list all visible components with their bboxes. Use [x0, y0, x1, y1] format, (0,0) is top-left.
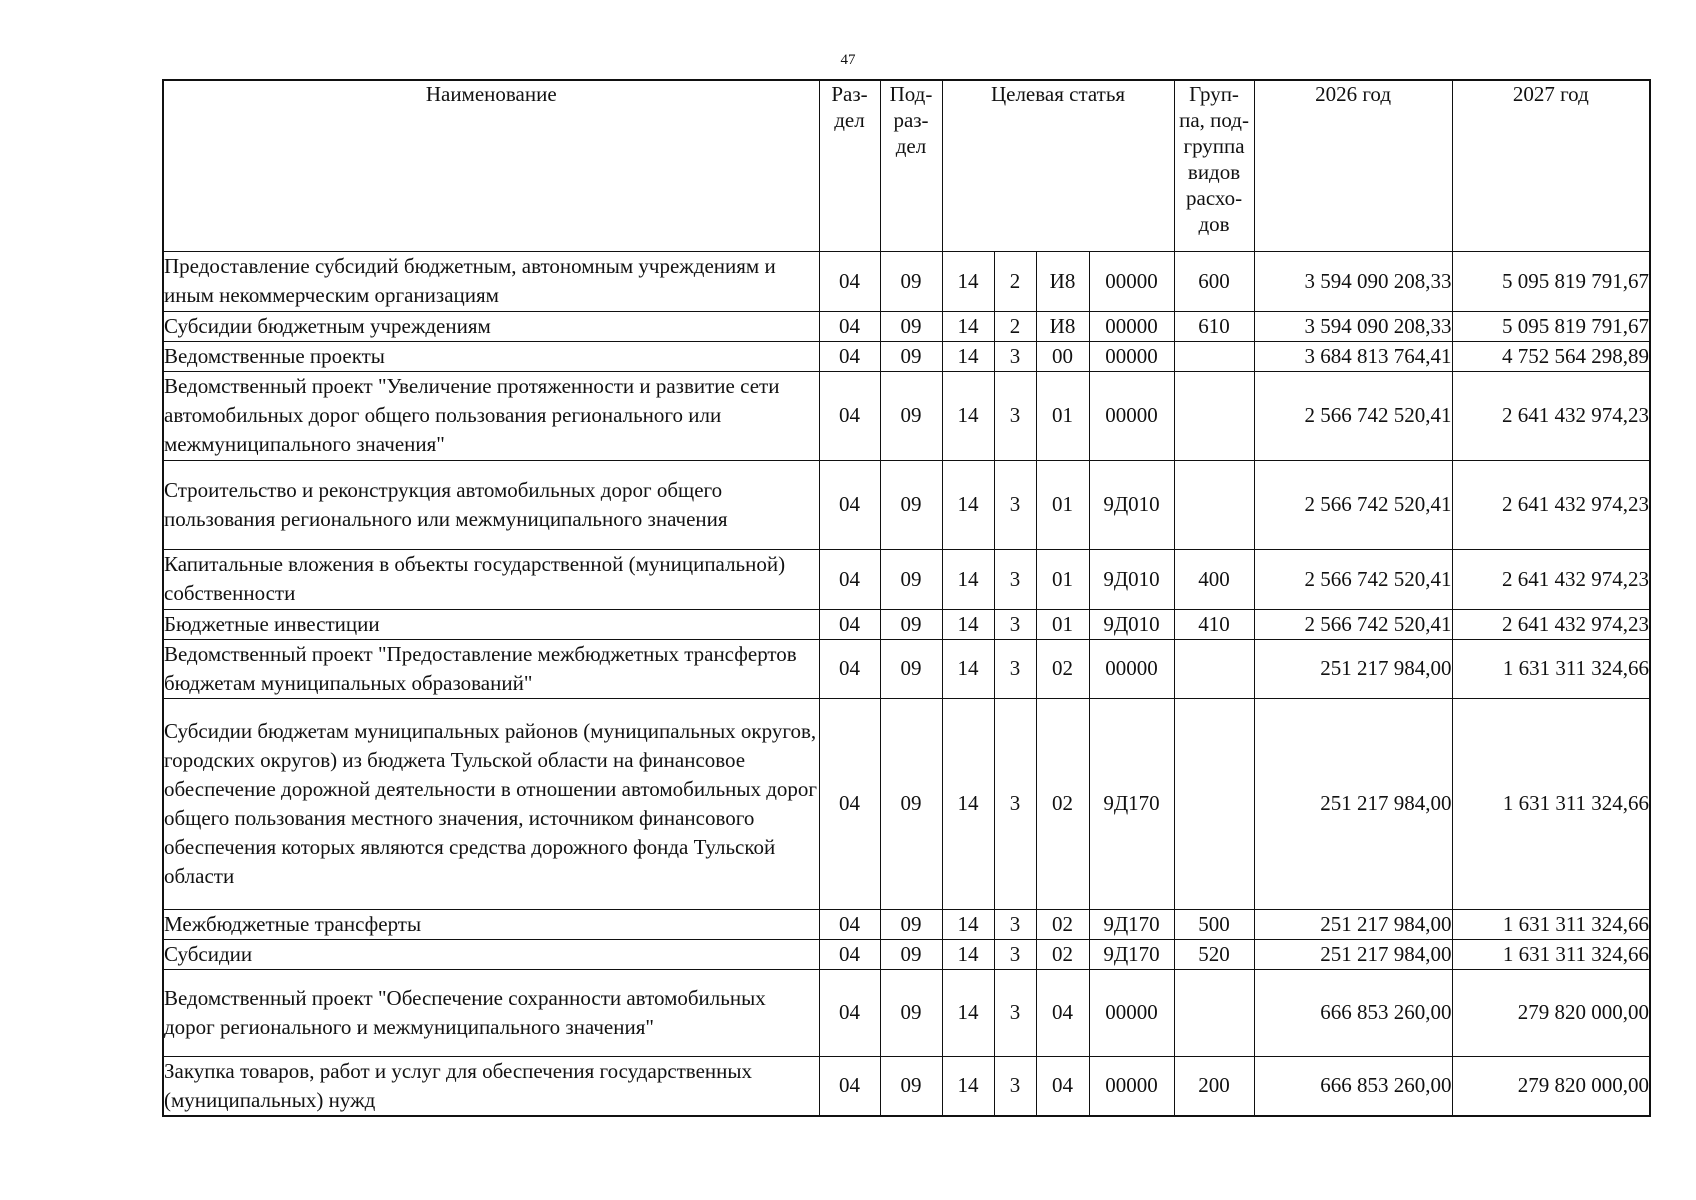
cell-target-element: 01: [1036, 460, 1089, 549]
table-body: [163, 251, 1650, 1116]
cell-razdel: 04: [819, 460, 880, 549]
cell-target-element: 01: [1036, 549, 1089, 609]
table-row: [163, 939, 1650, 969]
cell-razdel: 04: [819, 939, 880, 969]
cell-amount-2026: 2 566 742 520,41: [1254, 371, 1452, 460]
header-2027: 2027 год: [1452, 80, 1650, 251]
cell-name: Субсидии бюджетным учреждениям: [163, 311, 819, 341]
cell-target-program: 14: [942, 639, 994, 698]
cell-expense-group: 400: [1174, 549, 1254, 609]
cell-amount-2027: 1 631 311 324,66: [1452, 698, 1650, 909]
header-podrazdel: Под- раз- дел: [880, 80, 942, 251]
cell-amount-2026: 3 594 090 208,33: [1254, 311, 1452, 341]
table-row: [163, 698, 1650, 909]
cell-razdel: 04: [819, 909, 880, 939]
page-number: 47: [840, 52, 856, 68]
cell-name: Бюджетные инвестиции: [163, 609, 819, 639]
table-row: [163, 251, 1650, 311]
cell-expense-group: [1174, 341, 1254, 371]
cell-target-element: 02: [1036, 939, 1089, 969]
cell-target-direction: 00000: [1089, 639, 1174, 698]
table-row: [163, 371, 1650, 460]
cell-name: Капитальные вложения в объекты государственной (муниципальной) собственности: [163, 549, 819, 609]
cell-target-type: 3: [994, 371, 1036, 460]
cell-target-element: И8: [1036, 251, 1089, 311]
cell-target-program: 14: [942, 969, 994, 1056]
cell-expense-group: [1174, 639, 1254, 698]
cell-amount-2026: 3 594 090 208,33: [1254, 251, 1452, 311]
cell-amount-2027: 279 820 000,00: [1452, 969, 1650, 1056]
header-expense-group: Груп- па, под- группа видов расхо- дов: [1174, 80, 1254, 251]
cell-expense-group: 610: [1174, 311, 1254, 341]
cell-amount-2027: 5 095 819 791,67: [1452, 311, 1650, 341]
table-row: [163, 909, 1650, 939]
cell-podrazdel: 09: [880, 341, 942, 371]
cell-target-type: 3: [994, 639, 1036, 698]
header-2026: 2026 год: [1254, 80, 1452, 251]
cell-target-type: 3: [994, 939, 1036, 969]
cell-target-direction: 00000: [1089, 341, 1174, 371]
cell-target-program: 14: [942, 460, 994, 549]
cell-target-direction: 00000: [1089, 371, 1174, 460]
table-row: [163, 639, 1650, 698]
cell-target-element: 00: [1036, 341, 1089, 371]
cell-amount-2026: 666 853 260,00: [1254, 969, 1452, 1056]
cell-razdel: 04: [819, 311, 880, 341]
cell-razdel: 04: [819, 698, 880, 909]
cell-target-program: 14: [942, 909, 994, 939]
cell-expense-group: 600: [1174, 251, 1254, 311]
cell-name: Строительство и реконструкция автомобильных дорог общего пользования регионального или межмуниципального значения: [163, 460, 819, 549]
cell-amount-2026: 3 684 813 764,41: [1254, 341, 1452, 371]
cell-podrazdel: 09: [880, 460, 942, 549]
cell-razdel: 04: [819, 549, 880, 609]
table-row: [163, 609, 1650, 639]
cell-amount-2027: 2 641 432 974,23: [1452, 371, 1650, 460]
cell-target-direction: 00000: [1089, 969, 1174, 1056]
header-target-article: Целевая статья: [942, 80, 1174, 251]
cell-amount-2026: 2 566 742 520,41: [1254, 549, 1452, 609]
cell-podrazdel: 09: [880, 939, 942, 969]
cell-expense-group: 410: [1174, 609, 1254, 639]
cell-amount-2026: 666 853 260,00: [1254, 1056, 1452, 1116]
cell-target-type: 2: [994, 251, 1036, 311]
cell-target-type: 2: [994, 311, 1036, 341]
cell-name: Предоставление субсидий бюджетным, автономным учреждениям и иным некоммерческим организациям: [163, 251, 819, 311]
cell-podrazdel: 09: [880, 698, 942, 909]
cell-target-element: 02: [1036, 698, 1089, 909]
cell-expense-group: 520: [1174, 939, 1254, 969]
cell-name: Субсидии: [163, 939, 819, 969]
cell-razdel: 04: [819, 969, 880, 1056]
cell-target-type: 3: [994, 969, 1036, 1056]
header-name: Наименование: [163, 80, 819, 251]
cell-target-direction: 9Д010: [1089, 549, 1174, 609]
cell-podrazdel: 09: [880, 969, 942, 1056]
cell-amount-2027: 1 631 311 324,66: [1452, 639, 1650, 698]
cell-podrazdel: 09: [880, 371, 942, 460]
cell-razdel: 04: [819, 1056, 880, 1116]
cell-target-direction: 00000: [1089, 1056, 1174, 1116]
cell-podrazdel: 09: [880, 311, 942, 341]
cell-amount-2026: 251 217 984,00: [1254, 909, 1452, 939]
cell-target-element: 01: [1036, 371, 1089, 460]
cell-target-direction: 9Д170: [1089, 909, 1174, 939]
cell-amount-2026: 2 566 742 520,41: [1254, 609, 1452, 639]
cell-expense-group: [1174, 698, 1254, 909]
cell-target-program: 14: [942, 1056, 994, 1116]
header-razdel: Раз- дел: [819, 80, 880, 251]
cell-razdel: 04: [819, 639, 880, 698]
cell-expense-group: 200: [1174, 1056, 1254, 1116]
budget-table: [162, 79, 1651, 1117]
cell-razdel: 04: [819, 371, 880, 460]
cell-target-direction: 00000: [1089, 311, 1174, 341]
table-row: [163, 549, 1650, 609]
cell-name: Ведомственный проект "Обеспечение сохранности автомобильных дорог регионального и межмуниципального значения": [163, 969, 819, 1056]
cell-target-direction: 9Д010: [1089, 460, 1174, 549]
cell-amount-2027: 2 641 432 974,23: [1452, 549, 1650, 609]
cell-target-program: 14: [942, 609, 994, 639]
cell-target-element: 04: [1036, 969, 1089, 1056]
cell-podrazdel: 09: [880, 549, 942, 609]
cell-podrazdel: 09: [880, 251, 942, 311]
cell-target-direction: 9Д170: [1089, 698, 1174, 909]
cell-podrazdel: 09: [880, 609, 942, 639]
cell-target-program: 14: [942, 698, 994, 909]
cell-target-type: 3: [994, 609, 1036, 639]
cell-razdel: 04: [819, 609, 880, 639]
cell-amount-2027: 2 641 432 974,23: [1452, 460, 1650, 549]
cell-target-type: 3: [994, 341, 1036, 371]
cell-target-direction: 9Д010: [1089, 609, 1174, 639]
cell-amount-2026: 2 566 742 520,41: [1254, 460, 1452, 549]
cell-amount-2027: 1 631 311 324,66: [1452, 939, 1650, 969]
cell-target-element: 02: [1036, 909, 1089, 939]
cell-amount-2027: 279 820 000,00: [1452, 1056, 1650, 1116]
cell-razdel: 04: [819, 251, 880, 311]
table-header-row: [163, 80, 1650, 251]
cell-target-program: 14: [942, 251, 994, 311]
cell-amount-2027: 4 752 564 298,89: [1452, 341, 1650, 371]
cell-expense-group: [1174, 969, 1254, 1056]
cell-amount-2027: 5 095 819 791,67: [1452, 251, 1650, 311]
cell-name: Ведомственные проекты: [163, 341, 819, 371]
cell-expense-group: 500: [1174, 909, 1254, 939]
cell-amount-2026: 251 217 984,00: [1254, 939, 1452, 969]
cell-target-element: И8: [1036, 311, 1089, 341]
table-row: [163, 311, 1650, 341]
table-row: [163, 969, 1650, 1056]
cell-target-direction: 00000: [1089, 251, 1174, 311]
cell-target-type: 3: [994, 1056, 1036, 1116]
table-row: [163, 1056, 1650, 1116]
cell-amount-2026: 251 217 984,00: [1254, 698, 1452, 909]
cell-name: Субсидии бюджетам муниципальных районов (муниципальных округов, городских округов) из бюджета Тульской области на финансовое обеспечение дорожной деятельности в отношении автомобильных дорог общего пользования местного значения, источником финансового обеспечения которых являются средства дорожного фонда Тульской области: [163, 698, 819, 909]
cell-expense-group: [1174, 460, 1254, 549]
cell-name: Межбюджетные трансферты: [163, 909, 819, 939]
cell-target-program: 14: [942, 939, 994, 969]
cell-target-type: 3: [994, 549, 1036, 609]
cell-podrazdel: 09: [880, 1056, 942, 1116]
cell-target-program: 14: [942, 549, 994, 609]
cell-target-element: 04: [1036, 1056, 1089, 1116]
table-row: [163, 341, 1650, 371]
cell-amount-2026: 251 217 984,00: [1254, 639, 1452, 698]
cell-target-program: 14: [942, 371, 994, 460]
cell-amount-2027: 2 641 432 974,23: [1452, 609, 1650, 639]
cell-amount-2027: 1 631 311 324,66: [1452, 909, 1650, 939]
cell-target-type: 3: [994, 460, 1036, 549]
cell-target-element: 01: [1036, 609, 1089, 639]
cell-podrazdel: 09: [880, 909, 942, 939]
cell-expense-group: [1174, 371, 1254, 460]
cell-name: Ведомственный проект "Увеличение протяженности и развитие сети автомобильных дорог общего пользования регионального или межмуниципального значения": [163, 371, 819, 460]
cell-name: Ведомственный проект "Предоставление межбюджетных трансфертов бюджетам муниципальных образований": [163, 639, 819, 698]
cell-target-type: 3: [994, 909, 1036, 939]
cell-target-program: 14: [942, 311, 994, 341]
cell-target-program: 14: [942, 341, 994, 371]
cell-name: Закупка товаров, работ и услуг для обеспечения государственных (муниципальных) нужд: [163, 1056, 819, 1116]
cell-podrazdel: 09: [880, 639, 942, 698]
cell-target-direction: 9Д170: [1089, 939, 1174, 969]
table-row: [163, 460, 1650, 549]
cell-target-type: 3: [994, 698, 1036, 909]
cell-target-element: 02: [1036, 639, 1089, 698]
cell-razdel: 04: [819, 341, 880, 371]
